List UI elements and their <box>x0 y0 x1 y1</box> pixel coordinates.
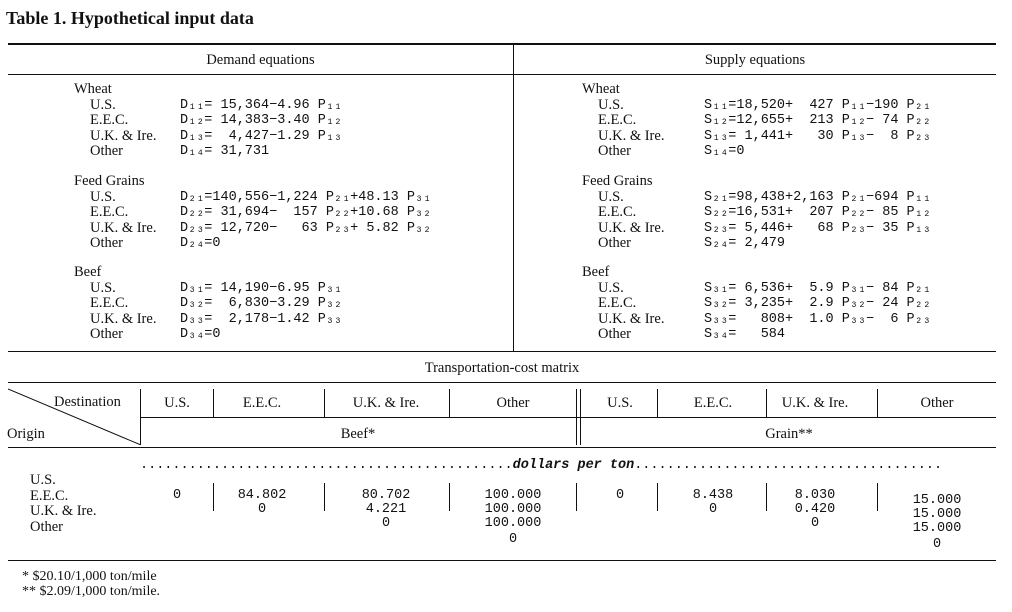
group-header-rule <box>140 417 996 418</box>
supply-equation: S₁₁=18,520+ 427 P₁₁−190 P₂₁ <box>704 97 931 113</box>
supply-equation: S₃₁= 6,536+ 5.9 P₃₁− 84 P₂₁ <box>704 280 931 296</box>
demand-region-label: Other <box>90 143 124 159</box>
grain-cost-cell: 0.420 <box>794 502 836 517</box>
grain-cost-cell: 8.030 <box>794 488 836 503</box>
origin-label-row: U.S. <box>30 472 56 488</box>
beef-group-label: Beef* <box>340 426 376 442</box>
matrix-title: Transportation-cost matrix <box>424 360 580 376</box>
body-col-separator <box>449 483 450 511</box>
demand-supply-divider <box>513 45 514 351</box>
dest-col-header: U.S. <box>164 395 190 411</box>
beef-cost-cell: 100.000 <box>484 502 542 517</box>
supply-equation: S₃₃= 808+ 1.0 P₃₃− 6 P₂₃ <box>704 311 931 327</box>
demand-region-label: E.E.C. <box>90 204 129 220</box>
origin-label-row: E.E.C. <box>30 487 69 504</box>
supply-region-label: E.E.C. <box>598 112 637 128</box>
header-col-separator <box>324 389 325 417</box>
dest-col-header: U.K. & Ire. <box>352 395 420 411</box>
header-col-separator <box>576 389 577 417</box>
header-col-separator <box>657 389 658 417</box>
units-leader-left: .............................................. <box>140 458 513 473</box>
destination-label: Destination <box>54 394 121 410</box>
demand-group-name: Beef <box>74 264 102 280</box>
supply-region-label: U.S. <box>598 188 624 205</box>
demand-equation: D₂₁=140,556−1,224 P₂₁+48.13 P₃₁ <box>180 189 432 205</box>
matrix-header-rule <box>8 382 996 383</box>
demand-region-label: U.K. & Ire. <box>90 219 157 236</box>
demand-group-name: Wheat <box>74 81 112 97</box>
matrix-body-rule <box>8 447 996 448</box>
demand-region-label: U.S. <box>90 279 116 296</box>
beef-cost-cell: 100.000 <box>484 516 542 531</box>
body-col-separator <box>877 483 878 511</box>
origin-label-row: Other <box>30 518 64 535</box>
demand-equation: D₃₁= 14,190−6.95 P₃₁ <box>180 280 343 296</box>
supply-region-label: U.S. <box>598 279 624 296</box>
demand-group-name: Feed Grains <box>74 173 145 189</box>
body-col-separator <box>766 483 767 511</box>
grain-cost-cell: 15.000 <box>912 493 962 508</box>
beef-cost-cell: 0 <box>172 488 182 503</box>
supply-group-name: Feed Grains <box>582 173 653 189</box>
supply-region-label: Other <box>598 235 632 251</box>
header-col-separator <box>213 389 214 417</box>
supply-group-name: Beef <box>582 264 610 280</box>
origin-label: Origin <box>7 426 45 442</box>
supply-equation: S₁₄=0 <box>704 144 745 159</box>
table-title: Table 1. Hypothetical input data <box>6 8 254 28</box>
demand-equation: D₃₃= 2,178−1.42 P₃₃ <box>180 311 343 327</box>
demand-region-label: U.K. & Ire. <box>90 310 157 327</box>
header-col-separator <box>877 389 878 417</box>
supply-header: Supply equations <box>704 52 806 68</box>
supply-equation: S₁₂=12,655+ 213 P₁₂− 74 P₂₂ <box>704 113 931 128</box>
bottom-rule <box>8 560 996 561</box>
demand-equation: D₃₂= 6,830−3.29 P₃₂ <box>180 296 343 311</box>
grain-group-label: Grain** <box>765 426 813 442</box>
demand-region-label: U.S. <box>90 188 116 205</box>
grain-cost-cell: 15.000 <box>912 507 962 522</box>
footnote-1: * $20.10/1,000 ton/mile <box>22 569 157 584</box>
demand-region-label: Other <box>90 326 124 342</box>
grain-cost-cell: 0 <box>932 537 942 552</box>
grain-cost-cell: 8.438 <box>692 488 734 503</box>
dest-col-header: U.S. <box>607 395 633 411</box>
supply-equation: S₃₄= 584 <box>704 327 786 342</box>
demand-region-label: Other <box>90 235 124 251</box>
dest-col-header: E.E.C. <box>693 395 733 411</box>
beef-cost-cell: 0 <box>508 532 518 547</box>
supply-equation: S₁₃= 1,441+ 30 P₁₃− 8 P₂₃ <box>704 128 931 144</box>
units-row <box>140 458 996 473</box>
grain-cost-cell: 0 <box>615 488 625 503</box>
matrix-top-rule <box>8 351 996 352</box>
beef-cost-cell: 100.000 <box>484 488 542 503</box>
demand-equation: D₂₄=0 <box>180 236 221 251</box>
units-leader-right: ...................................... <box>634 458 943 473</box>
dest-col-header: U.K. & Ire. <box>781 395 849 411</box>
supply-equation: S₂₄= 2,479 <box>704 236 786 251</box>
header-col-separator <box>449 389 450 417</box>
beef-cost-cell: 80.702 <box>361 488 411 503</box>
demand-equation: D₁₃= 4,427−1.29 P₁₃ <box>180 128 343 144</box>
demand-equation: D₁₂= 14,383−3.40 P₁₂ <box>180 113 343 128</box>
demand-equation: D₁₄= 31,731 <box>180 144 270 159</box>
supply-region-label: Other <box>598 143 632 159</box>
supply-region-label: U.K. & Ire. <box>598 127 665 144</box>
dest-col-header: E.E.C. <box>242 395 282 411</box>
demand-region-label: U.S. <box>90 96 116 113</box>
demand-region-label: E.E.C. <box>90 295 129 311</box>
origin-label-row: U.K. & Ire. <box>30 503 97 519</box>
beef-cost-cell: 0 <box>381 516 391 531</box>
demand-equation: D₃₄=0 <box>180 327 221 342</box>
demand-header: Demand equations <box>206 52 315 68</box>
beef-cost-cell: 84.802 <box>237 488 287 503</box>
beef-cost-cell: 0 <box>257 502 267 517</box>
grain-cost-cell: 15.000 <box>912 521 962 536</box>
header-underline <box>8 74 996 75</box>
footnote-2: ** $2.09/1,000 ton/mile. <box>22 584 161 599</box>
dest-col-header: Other <box>920 395 954 411</box>
supply-equation: S₂₂=16,531+ 207 P₂₂− 85 P₁₂ <box>704 205 931 220</box>
grain-cost-cell: 0 <box>810 516 820 531</box>
supply-equation: S₂₃= 5,446+ 68 P₂₃− 35 P₁₃ <box>704 220 931 236</box>
units-label: dollars per ton <box>512 458 635 473</box>
supply-equation: S₃₂= 3,235+ 2.9 P₃₂− 24 P₂₂ <box>704 296 931 311</box>
beef-grain-divider <box>580 418 581 445</box>
supply-group-name: Wheat <box>582 81 620 97</box>
grain-cost-cell: 0 <box>708 502 718 517</box>
demand-region-label: U.K. & Ire. <box>90 127 157 144</box>
body-col-separator <box>324 483 325 511</box>
dest-col-header: Other <box>496 395 530 411</box>
supply-region-label: U.K. & Ire. <box>598 219 665 236</box>
demand-equation: D₂₃= 12,720− 63 P₂₃+ 5.82 P₃₂ <box>180 220 432 236</box>
header-col-separator <box>766 389 767 417</box>
demand-equation: D₂₂= 31,694− 157 P₂₂+10.68 P₃₂ <box>180 205 432 220</box>
supply-region-label: E.E.C. <box>598 204 637 220</box>
demand-region-label: E.E.C. <box>90 112 129 128</box>
origin-list <box>30 473 96 535</box>
beef-cost-cell: 4.221 <box>365 502 407 517</box>
header-col-separator <box>580 389 581 417</box>
beef-grain-divider <box>576 418 577 445</box>
supply-equation: S₂₁=98,438+2,163 P₂₁−694 P₁₁ <box>704 189 931 205</box>
top-rule <box>8 43 996 45</box>
supply-region-label: E.E.C. <box>598 295 637 311</box>
demand-equation: D₁₁= 15,364−4.96 P₁₁ <box>180 97 343 113</box>
supply-region-label: U.K. & Ire. <box>598 310 665 327</box>
supply-region-label: U.S. <box>598 96 624 113</box>
supply-region-label: Other <box>598 326 632 342</box>
